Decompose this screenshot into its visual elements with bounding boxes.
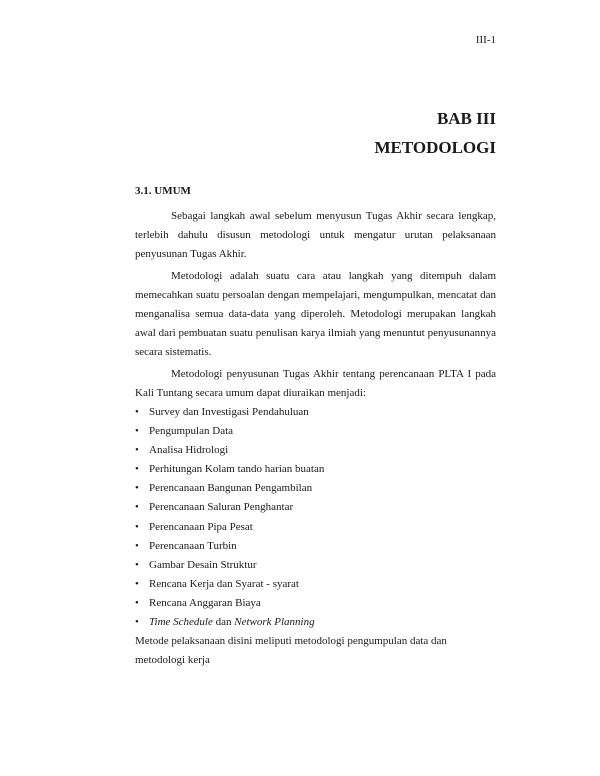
bullet-icon: • bbox=[135, 444, 139, 457]
list-item bbox=[135, 441, 496, 460]
paragraph-definition: Metodologi adalah suatu cara atau langkah yang ditempuh dalam memecahkan suatu persoalan dengan mempelajari, mengumpulkan, mencatat dan menganalisa semua data-data yang diperoleh. Metodologi merupakan langkah awal dari pembuatan suatu penulisan karya ilmiah yang menuntut penyusunannya secara sistematis. bbox=[135, 270, 496, 358]
network-planning-text: Network Planning bbox=[234, 616, 315, 629]
list-item bbox=[135, 498, 496, 517]
list-item bbox=[135, 537, 496, 556]
methodology-list bbox=[135, 403, 496, 632]
list-item-text: Analisa Hidrologi bbox=[149, 444, 229, 457]
page-number: III-1 bbox=[475, 34, 496, 46]
list-item-text: Perencanaan Pipa Pesat bbox=[149, 520, 253, 533]
list-item-text: Gambar Desain Struktur bbox=[149, 558, 257, 571]
list-item bbox=[135, 518, 496, 537]
bullet-icon: • bbox=[135, 520, 139, 533]
paragraph-closing: Metode pelaksanaan disini meliputi metodologi pengumpulan data dan metodologi kerja bbox=[135, 635, 447, 667]
chapter-title: METODOLOGI bbox=[374, 138, 496, 157]
list-item-text: Perencanaan Bangunan Pengambilan bbox=[149, 482, 313, 495]
list-item-text: Survey dan Investigasi Pendahuluan bbox=[149, 406, 309, 418]
bullet-icon: • bbox=[135, 596, 139, 609]
list-item-text: Perencanaan Turbin bbox=[149, 539, 237, 552]
bullet-icon: • bbox=[135, 501, 139, 514]
bullet-icon: • bbox=[135, 406, 139, 418]
list-item-text: Perencanaan Saluran Penghantar bbox=[149, 501, 294, 514]
list-item-text: Rencana Anggaran Biaya bbox=[149, 596, 261, 609]
bullet-icon: • bbox=[135, 558, 139, 571]
bullet-icon: • bbox=[135, 577, 139, 590]
list-item-text: Pengumpulan Data bbox=[149, 425, 234, 438]
bullet-icon: • bbox=[135, 539, 139, 552]
chapter-label: BAB III bbox=[436, 109, 496, 128]
list-item bbox=[135, 613, 496, 632]
list-item-text: Rencana Kerja dan Syarat - syarat bbox=[149, 577, 299, 590]
bullet-icon: • bbox=[135, 482, 139, 495]
list-item bbox=[135, 575, 496, 594]
list-item bbox=[135, 479, 496, 498]
paragraph-outline: Metodologi penyusunan Tugas Akhir tentang perencanaan PLTA I pada Kali Tuntang secara umum dapat diuraikan menjadi: bbox=[135, 368, 496, 399]
time-schedule-text: Time Schedule bbox=[149, 616, 213, 629]
document-body bbox=[135, 182, 496, 670]
connector-text: dan bbox=[212, 616, 235, 629]
bullet-icon: • bbox=[135, 463, 139, 476]
list-item bbox=[135, 403, 496, 422]
paragraph-intro: Sebagai langkah awal sebelum menyusun Tugas Akhir secara lengkap, terlebih dahulu disusun metodologi untuk mengatur urutan pelaksanaan penyusunan Tugas Akhir. bbox=[135, 210, 496, 260]
chapter-heading bbox=[374, 104, 496, 162]
list-item bbox=[135, 422, 496, 441]
list-item bbox=[135, 460, 496, 479]
bullet-icon: • bbox=[135, 425, 139, 438]
section-heading: 3.1. UMUM bbox=[135, 185, 191, 197]
bullet-icon: • bbox=[135, 616, 139, 629]
list-item bbox=[135, 594, 496, 613]
list-item-text: Perhitungan Kolam tando harian buatan bbox=[149, 463, 325, 476]
list-item bbox=[135, 556, 496, 575]
